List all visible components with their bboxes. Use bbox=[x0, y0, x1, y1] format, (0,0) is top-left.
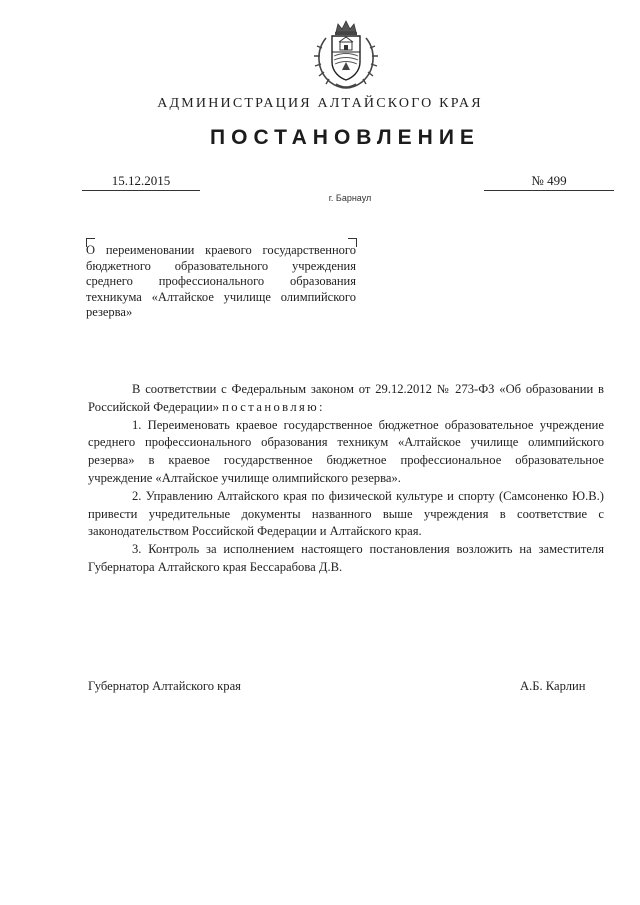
organization-name: АДМИНИСТРАЦИЯ АЛТАЙСКОГО КРАЯ bbox=[157, 96, 483, 111]
document-city: г. Барнаул bbox=[328, 193, 372, 203]
item-paragraph-2: 2. Управлению Алтайского края по физической культуре и спорту (Самсоненко Ю.В.) привести учредительные документы названного выше учреждения в соответствие с законодательством Российской Федерации и Алтайского края. bbox=[88, 488, 604, 539]
signatory-position: Губернатор Алтайского края bbox=[88, 679, 241, 693]
preamble-paragraph bbox=[88, 381, 604, 417]
item-paragraph-1: 1. Переименовать краевое государственное бюджетное образовательное учреждение среднего профессионального образования техникум «Алтайское училище олимпийского резерва» в краевое государственное бюджетное профессиональное образовательное учреждение «Алтайское училище олимпийского резерва». bbox=[88, 417, 604, 485]
document-date: 15.12.2015 bbox=[82, 173, 200, 191]
document-body bbox=[88, 381, 604, 577]
signatory-name: А.Б. Карлин bbox=[520, 679, 586, 693]
coat-of-arms-icon bbox=[312, 18, 380, 92]
document-number: № 499 bbox=[484, 173, 614, 191]
item-paragraph-3: 3. Контроль за исполнением настоящего постановления возложить на заместителя Губернатора Алтайского края Бессарабова Д.В. bbox=[88, 542, 604, 574]
preamble-verb: постановляю: bbox=[222, 399, 325, 414]
preamble-text: В соответствии с Федеральным законом от 29.12.2012 № 273-ФЗ «Об образовании в Российской Федерации» bbox=[88, 382, 604, 414]
document-subject: О переименовании краевого государственного бюджетного образовательного учреждения среднего профессионального образования техникума «Алтайское училище олимпийского резерва» bbox=[86, 243, 356, 319]
document-title: ПОСТАНОВЛЕНИЕ bbox=[210, 126, 480, 149]
